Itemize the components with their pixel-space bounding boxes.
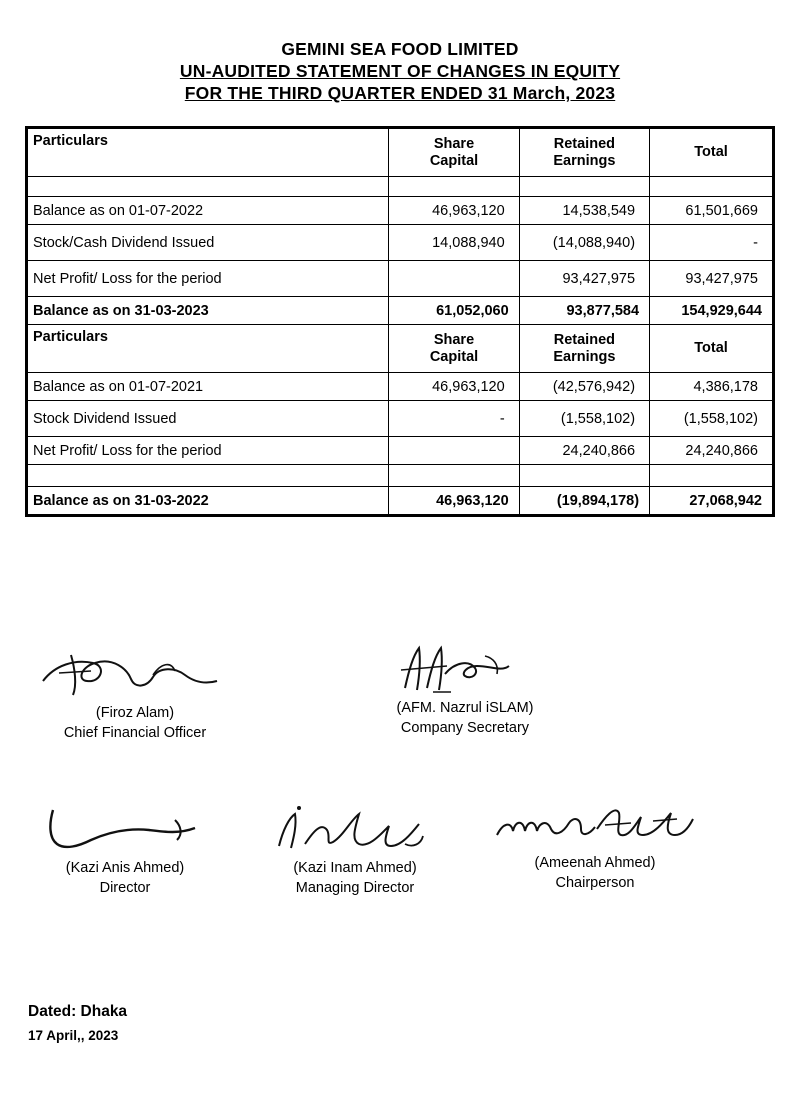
- signatory-name: (Kazi Anis Ahmed): [65, 860, 185, 876]
- blank-cell-share: [389, 465, 519, 487]
- column-header-retained-line2: Earnings: [553, 152, 616, 169]
- row-retained-earnings: (14,088,940): [519, 225, 649, 261]
- company-name: GEMINI SEA FOOD LIMITED: [281, 39, 519, 59]
- column-header-total: Total: [650, 129, 773, 177]
- signatory-name: (AFM. Nazrul iSLAM): [396, 700, 534, 716]
- signatory-name: (Firoz Alam): [95, 705, 175, 721]
- column-header-retained-earnings: [519, 129, 649, 177]
- column-header-retained-prior-line1: Retained: [553, 331, 615, 348]
- row-retained-earnings: 14,538,549: [519, 197, 649, 225]
- signature-image-kazi-anis-ahmed: [10, 800, 240, 858]
- table-row: [28, 437, 773, 465]
- total-row-retained-earnings: (19,894,178): [519, 487, 649, 515]
- row-label: Stock/Cash Dividend Issued: [28, 225, 389, 261]
- table-row: [28, 225, 773, 261]
- spacer-cell-particulars: [28, 177, 389, 197]
- total-row-share-capital: 61,052,060: [389, 297, 519, 325]
- row-total: 93,427,975: [650, 261, 773, 297]
- spacer-cell-retained: [519, 177, 649, 197]
- table-header-row-prior: [28, 325, 773, 373]
- signatory-title: Managing Director: [295, 880, 415, 896]
- document-header: [0, 0, 800, 104]
- total-row-total: 27,068,942: [650, 487, 773, 515]
- signatory-title: Chief Financial Officer: [63, 725, 207, 741]
- signature-block-managing-director: [235, 800, 475, 898]
- column-header-share-capital: [389, 129, 519, 177]
- total-row-retained-earnings: 93,877,584: [519, 297, 649, 325]
- column-header-share-capital-line1: Share: [433, 135, 475, 152]
- dated-value: 17 April,, 2023: [28, 1028, 119, 1043]
- table-row: [28, 401, 773, 437]
- row-total: 24,240,866: [650, 437, 773, 465]
- spacer-cell-total: [650, 177, 773, 197]
- blank-cell-retained: [519, 465, 649, 487]
- table-row: [28, 197, 773, 225]
- statement-title: UN-AUDITED STATEMENT OF CHANGES IN EQUITY: [179, 61, 621, 81]
- row-retained-earnings: 93,427,975: [519, 261, 649, 297]
- column-header-share-capital-line2: Capital: [429, 152, 479, 169]
- signature-image-ameenah-ahmed: [470, 795, 720, 853]
- column-header-share-capital-prior-line2: Capital: [429, 348, 479, 365]
- signature-block-chairperson: [470, 795, 720, 893]
- signature-block-company-secretary: [345, 640, 585, 738]
- column-header-total-prior: Total: [650, 325, 773, 373]
- row-share-capital: 46,963,120: [389, 197, 519, 225]
- column-header-particulars: Particulars: [28, 129, 389, 177]
- signatory-name: (Kazi Inam Ahmed): [293, 860, 417, 876]
- row-total: 4,386,178: [650, 373, 773, 401]
- row-share-capital: 46,963,120: [389, 373, 519, 401]
- row-label: Net Profit/ Loss for the period: [28, 437, 389, 465]
- table-row: [28, 261, 773, 297]
- blank-cell-total: [650, 465, 773, 487]
- equity-table: [27, 128, 773, 515]
- row-total: 61,501,669: [650, 197, 773, 225]
- row-retained-earnings: 24,240,866: [519, 437, 649, 465]
- dated-label: Dated: Dhaka: [28, 1003, 128, 1020]
- row-total: -: [650, 225, 773, 261]
- table-spacer-row: [28, 177, 773, 197]
- signature-image-firoz-alam: [20, 645, 250, 703]
- column-header-retained-line1: Retained: [553, 135, 615, 152]
- row-retained-earnings: (42,576,942): [519, 373, 649, 401]
- signatory-name: (Ameenah Ahmed): [534, 855, 656, 871]
- row-share-capital: [389, 261, 519, 297]
- row-share-capital: 14,088,940: [389, 225, 519, 261]
- blank-cell-particulars: [28, 465, 389, 487]
- table-row: [28, 373, 773, 401]
- signature-block-cfo: [20, 645, 250, 743]
- spacer-cell-share: [389, 177, 519, 197]
- row-share-capital: -: [389, 401, 519, 437]
- signature-image-nazrul-islam: [345, 640, 585, 698]
- statement-period: FOR THE THIRD QUARTER ENDED 31 March, 2023: [184, 83, 616, 103]
- table-total-row-current: [28, 297, 773, 325]
- signatory-title: Chairperson: [555, 875, 635, 891]
- signatory-title: Director: [99, 880, 151, 896]
- document-footer: [28, 1000, 127, 1048]
- equity-table-container: [25, 126, 775, 517]
- signatory-title: Company Secretary: [400, 720, 530, 736]
- column-header-particulars-prior: Particulars: [28, 325, 389, 373]
- row-total: (1,558,102): [650, 401, 773, 437]
- row-retained-earnings: (1,558,102): [519, 401, 649, 437]
- row-share-capital: [389, 437, 519, 465]
- total-row-total: 154,929,644: [650, 297, 773, 325]
- total-row-share-capital: 46,963,120: [389, 487, 519, 515]
- total-row-label: Balance as on 31-03-2023: [28, 297, 389, 325]
- table-blank-row: [28, 465, 773, 487]
- total-row-label: Balance as on 31-03-2022: [28, 487, 389, 515]
- table-header-row-current: [28, 129, 773, 177]
- signature-image-kazi-inam-ahmed: [235, 800, 475, 858]
- column-header-share-capital-prior-line1: Share: [433, 331, 475, 348]
- row-label: Stock Dividend Issued: [28, 401, 389, 437]
- row-label: Net Profit/ Loss for the period: [28, 261, 389, 297]
- column-header-retained-earnings-prior: [519, 325, 649, 373]
- row-label: Balance as on 01-07-2022: [28, 197, 389, 225]
- column-header-retained-prior-line2: Earnings: [553, 348, 616, 365]
- table-total-row-prior: [28, 487, 773, 515]
- signature-block-director: [10, 800, 240, 898]
- row-label: Balance as on 01-07-2021: [28, 373, 389, 401]
- column-header-share-capital-prior: [389, 325, 519, 373]
